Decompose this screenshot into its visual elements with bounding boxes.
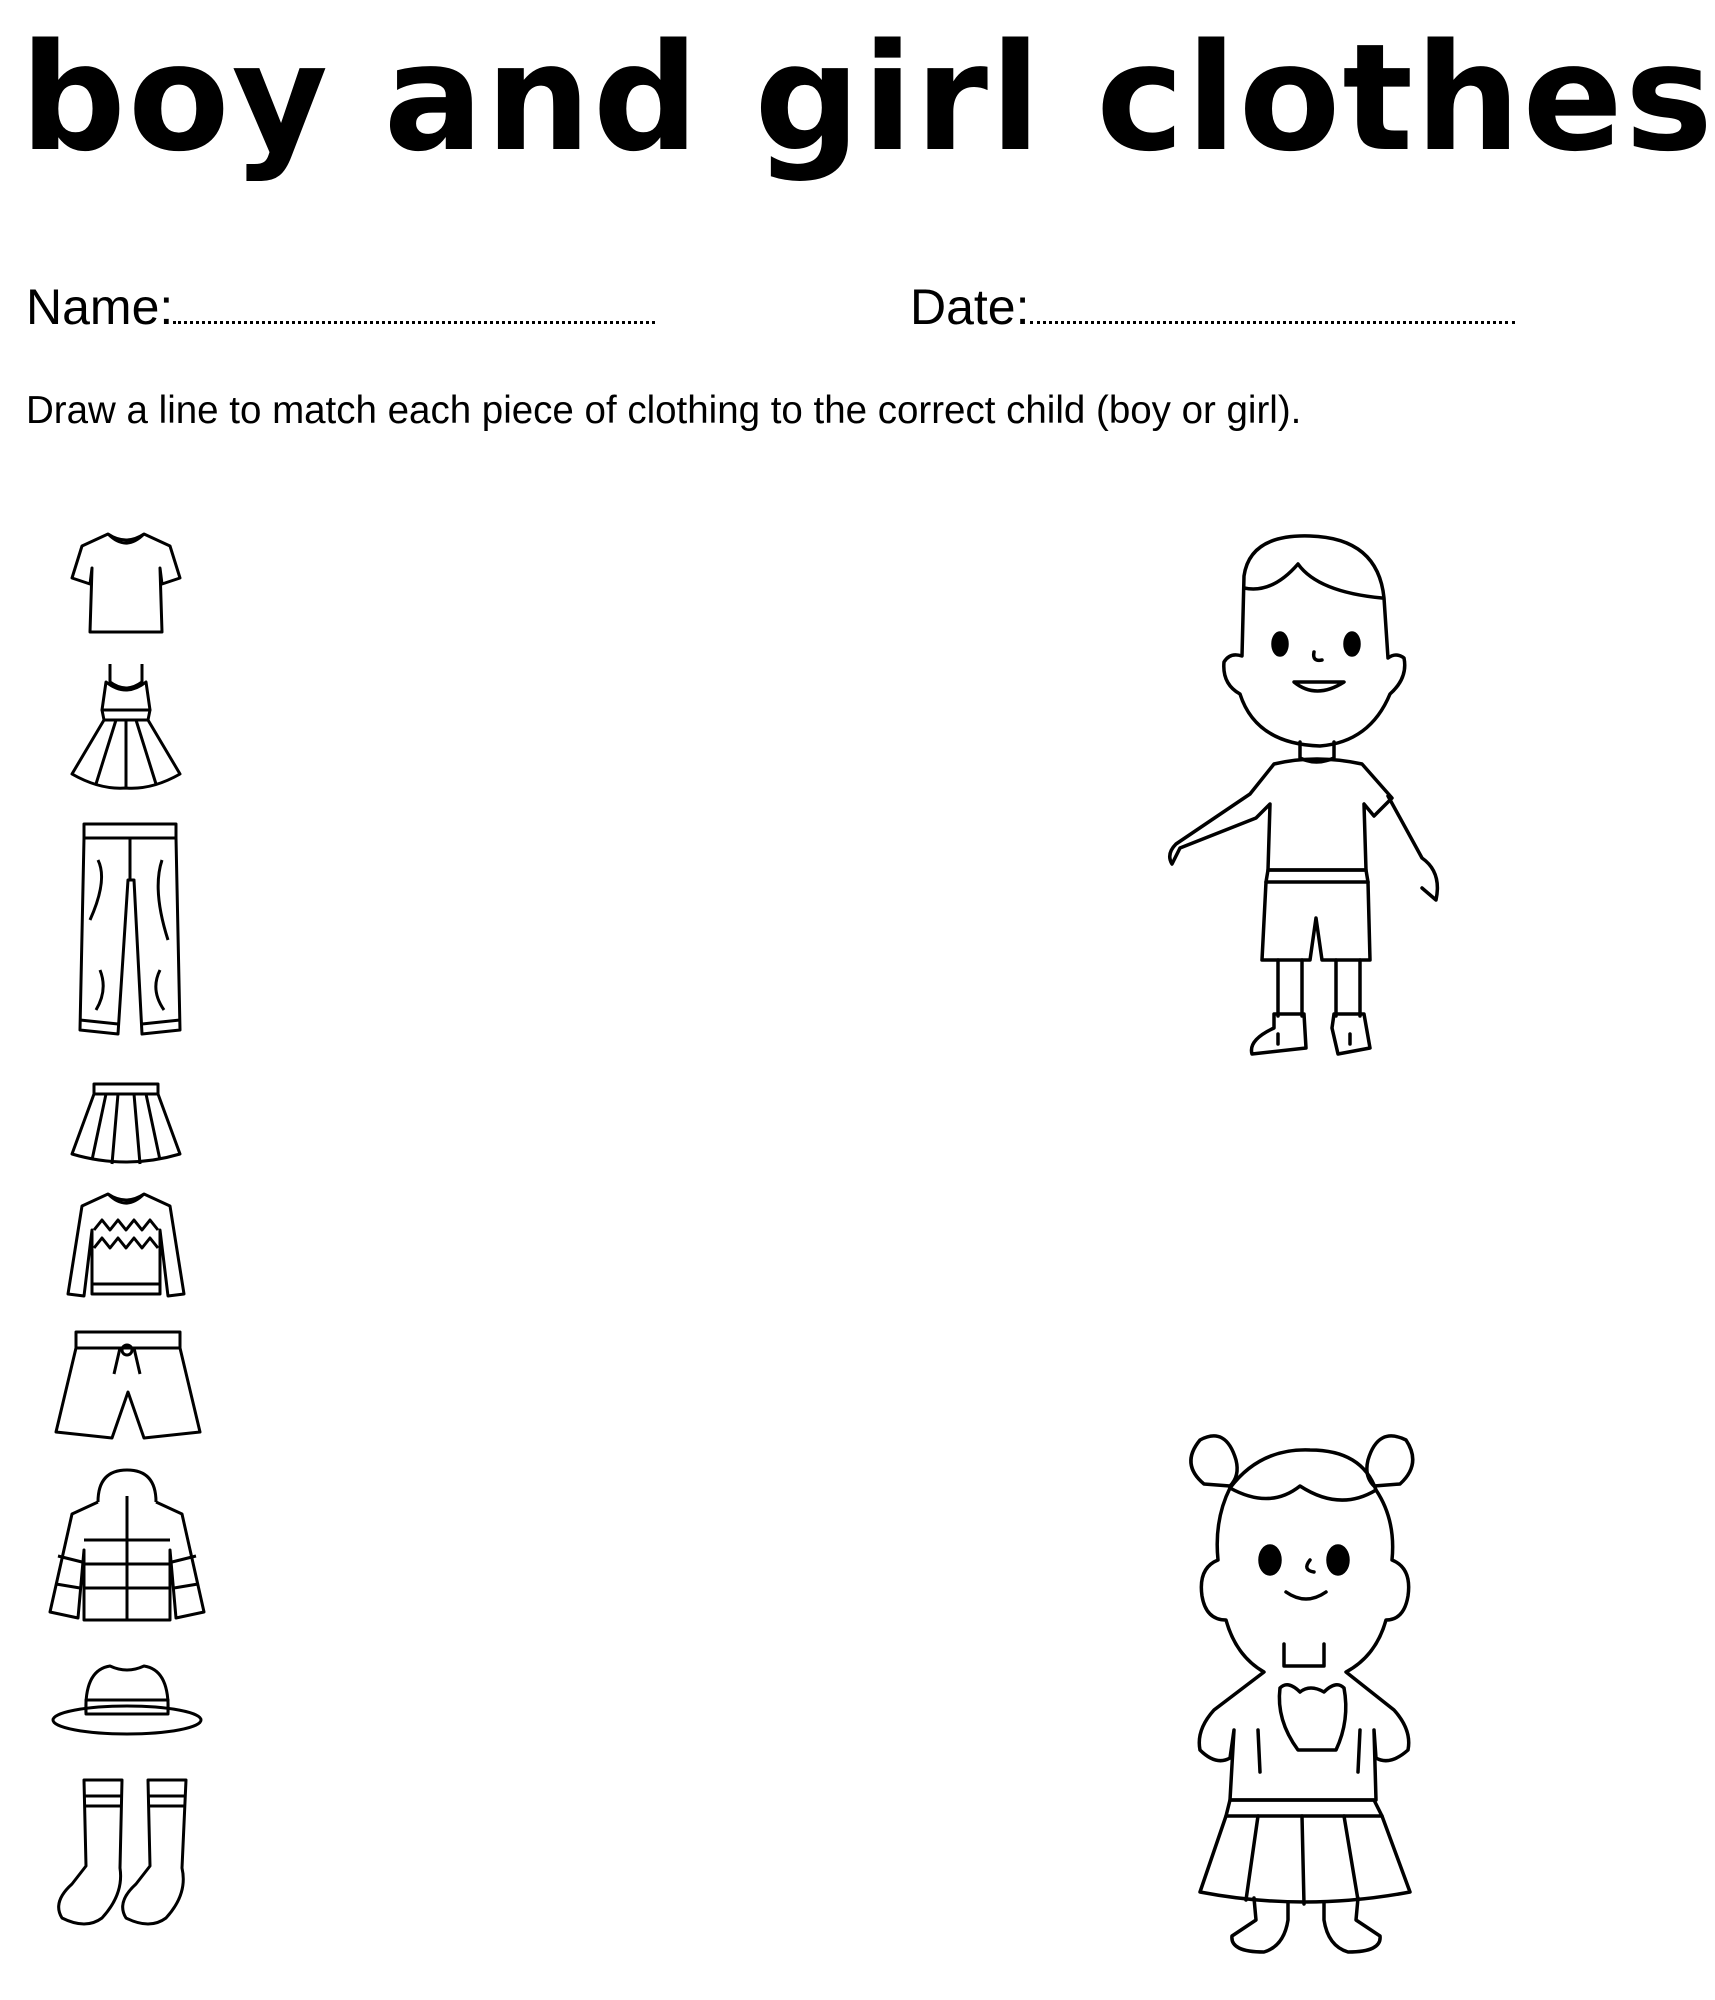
- girl-illustration[interactable]: [1160, 1420, 1460, 1960]
- date-label: Date:: [910, 279, 1030, 335]
- shorts-icon[interactable]: [54, 1328, 202, 1444]
- date-line[interactable]: [1030, 311, 1515, 324]
- dress-icon[interactable]: [70, 662, 182, 794]
- t-shirt-icon[interactable]: [70, 528, 182, 638]
- puffer-jacket-icon[interactable]: [48, 1466, 206, 1626]
- hat-icon[interactable]: [50, 1660, 204, 1740]
- instructions: Draw a line to match each piece of clothing to the correct child (boy or girl).: [26, 389, 1302, 432]
- name-label: Name:: [26, 279, 174, 335]
- skirt-icon[interactable]: [70, 1080, 182, 1166]
- socks-icon[interactable]: [52, 1776, 202, 1926]
- sweater-icon[interactable]: [66, 1190, 186, 1302]
- name-line[interactable]: [173, 311, 655, 324]
- jeans-icon[interactable]: [78, 820, 182, 1048]
- name-field[interactable]: [26, 279, 655, 335]
- worksheet-title: boy and girl clothes: [20, 12, 1715, 184]
- boy-illustration[interactable]: [1160, 528, 1460, 1068]
- date-field[interactable]: [910, 279, 1515, 335]
